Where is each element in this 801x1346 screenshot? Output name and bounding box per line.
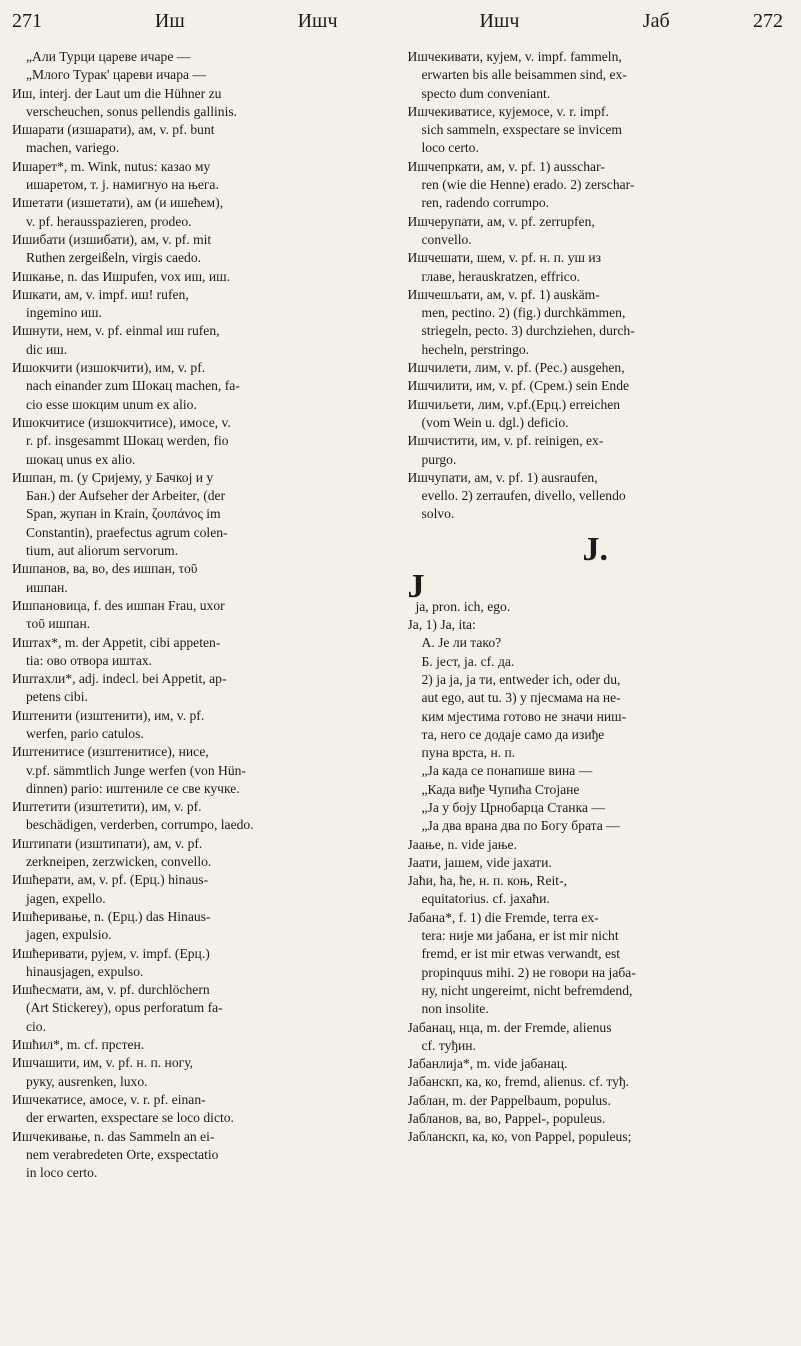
- entry-line: loco certo.: [421, 140, 479, 156]
- entry-line: τοῦ ишпан.: [26, 616, 91, 632]
- entry-line: nem verabredeten Orte, exspectatio: [26, 1146, 219, 1162]
- entry-line: Ишћеривати, рујем, v. impf. (Ерц.): [12, 945, 210, 961]
- entry-line: „Ја у боју Црнобарца Станка —: [421, 799, 606, 815]
- entry-line: Ишчерупати, ам, v. pf. zerrupfen,: [407, 213, 595, 229]
- entry-line: „Али Турци цареве ичаре —: [26, 49, 191, 64]
- entry-line: Ишпанов, ва, во, des ишпан, τοῦ: [12, 561, 198, 577]
- entry-line: „Када виђе Чупића Стојане: [421, 781, 580, 797]
- entry-line: Јабана*, f. 1) die Fremde, terra ex-: [407, 909, 599, 925]
- entry-line: „Ја када се понапише вина —: [421, 763, 593, 779]
- entry-line: та, него се додаје само да изиђе: [421, 726, 605, 742]
- header-right: [398, 10, 784, 33]
- entry-line: cio.: [26, 1018, 47, 1034]
- entry-line: hecheln, perstringo.: [421, 341, 530, 357]
- entry-line: striegeln, pecto. 3) durchziehen, durch-: [421, 323, 635, 339]
- entry-line: Ишарет*, m. Wink, nutus: казао му: [12, 158, 211, 174]
- guide-word-left-1: Иш: [154, 10, 185, 32]
- entry-line: Ишчекиватисе, кујемосе, v. r. impf.: [407, 103, 609, 119]
- entry-line: Јабланов, ва, во, Pappel-, populeus.: [407, 1111, 606, 1127]
- entry-line: cf. туђин.: [421, 1037, 476, 1053]
- entry-line: cio esse шокцим unum ex alio.: [26, 396, 197, 412]
- entry-line: Ишчекивање, n. das Sammeln an ei-: [12, 1128, 215, 1144]
- entry-line: sich sammeln, exspectare se invicem: [421, 122, 622, 138]
- entry-line: Јабланскп, ка, ко, von Pappel, populeus;: [407, 1129, 632, 1145]
- entry-line: Constantin), praefectus agrum colen-: [26, 524, 228, 540]
- entry-line: Ишетати (изшетати), ам (и ишећем),: [12, 195, 224, 211]
- entry-line: r. pf. insgesammt Шокац werden, fio: [26, 433, 229, 449]
- entry-line: v.pf. sämmtlich Junge werfen (von Hün-: [26, 762, 246, 778]
- entry-line: Иш, interj. der Laut um die Hühner zu: [12, 85, 222, 101]
- entry-line: Ја, 1) Ja, ita:: [407, 617, 476, 633]
- entry-line: Иштетити (изштетити), им, v. pf.: [12, 799, 202, 815]
- entry-line: Јабанскп, ка, ко, fremd, alienus. cf. туђ.: [407, 1074, 629, 1090]
- entry-line: hinausjagen, expulso.: [26, 963, 144, 979]
- entry-line: beschädigen, verderben, corrumpo, laedo.: [26, 817, 254, 833]
- entry-line: dinnen) pario: иштениле се све кучке.: [26, 780, 240, 796]
- entry-line: Иштахли*, adj. indecl. bei Appetit, ap-: [12, 671, 227, 687]
- entry-line: der erwarten, exspectare se loco dicto.: [26, 1110, 234, 1126]
- entry-line: Ишчистити, им, v. pf. reinigen, ex-: [407, 433, 604, 449]
- entry-line: dic иш.: [26, 341, 68, 357]
- right-column-entries-top: [408, 48, 784, 524]
- entry-line: ја, pron. ich, ego.: [415, 598, 511, 614]
- entry-line: erwarten bis alle beisammen sind, ex-: [421, 67, 627, 83]
- entry-line: ким мјестима готово не значи ниш-: [421, 708, 627, 724]
- entry-line: evello. 2) zerraufen, divello, vellendo: [421, 488, 626, 504]
- entry-line: v. pf. herausspazieren, prodeo.: [26, 213, 192, 229]
- entry-line: Б. јест, ја. cf. да.: [421, 653, 515, 669]
- entry-line: Ишчекивати, кујем, v. impf. fammeln,: [407, 49, 622, 64]
- entry-line: solvo.: [421, 506, 455, 522]
- left-column: [12, 48, 398, 1182]
- entry-line: Јаање, n. vide јање.: [407, 836, 517, 852]
- entry-line: шокац unus ex alio.: [26, 451, 136, 467]
- entry-line: Ишћерати, ам, v. pf. (Ерц.) hinaus-: [12, 872, 209, 888]
- entry-line: Јаати, јашем, vide јахати.: [407, 854, 552, 870]
- right-column: [398, 48, 784, 1182]
- entry-line: Ишокчитисе (изшокчитисе), имосе, v.: [12, 414, 231, 430]
- entry-line: Јаћи, ћа, ће, н. п. коњ, Reit-,: [407, 873, 568, 889]
- entry-line: (Art Stickerey), opus perforatum fa-: [26, 1000, 223, 1016]
- entry-line: Ишчекатисе, амосе, v. r. pf. einan-: [12, 1091, 206, 1107]
- entry-line: aut ego, aut tu. 3) у пјесмама на не-: [421, 690, 621, 706]
- entry-line: men, pectino. 2) (fig.) durchkämmen,: [421, 305, 626, 321]
- entry-line: Ишћил*, m. cf. прстен.: [12, 1037, 145, 1053]
- entry-line: 2) ја ја, ја ти, entweder ich, oder du,: [421, 671, 621, 687]
- entry-line: ren, radendo corrumpo.: [421, 195, 550, 211]
- entry-line: Бан.) der Aufseher der Arbeiter, (der: [26, 488, 226, 504]
- header-left: [12, 10, 398, 33]
- guide-word-left-2: Ишч: [297, 10, 338, 32]
- guide-word-right-2: Јаб: [642, 10, 670, 32]
- entry-line: purgo.: [421, 451, 457, 467]
- entry-line: Ишкање, n. das Ишрufen, vox иш, иш.: [12, 268, 230, 284]
- entry-line: nach einander zum Шокац machen, fa-: [26, 378, 240, 394]
- entry-line: Ишчепркати, ам, v. pf. 1) ausschar-: [407, 158, 605, 174]
- entry-line: convello.: [421, 231, 472, 247]
- entry-line: werfen, pario catulos.: [26, 725, 144, 741]
- entry-line: Ишчешљати, ам, v. pf. 1) auskäm-: [407, 286, 600, 302]
- entry-line: ишаретом, т. ј. намигнуо на њега.: [26, 177, 219, 193]
- entry-line: пуна врста, н. п.: [421, 745, 516, 761]
- page-number-left: 271: [12, 10, 42, 32]
- entry-line: ingemino иш.: [26, 305, 102, 321]
- entry-line: Ишћеривање, n. (Ерц.) das Hinaus-: [12, 908, 211, 924]
- running-header: [12, 10, 783, 48]
- entry-line: Ruthen zergeißeln, virgis caedo.: [26, 250, 202, 266]
- entry-line: Ишчилити, им, v. pf. (Срем.) sein Ende: [407, 378, 630, 394]
- entry-line: verscheuchen, sonus pellendis gallinis.: [26, 103, 238, 119]
- entry-line: Ишчилети, лим, v. pf. (Рес.) ausgehen,: [407, 360, 625, 376]
- entry-line: „Млого Турак' цареви ичара —: [26, 67, 207, 83]
- entry-line: equitatorius. cf. јахаћи.: [421, 891, 550, 907]
- entry-line: Ишкати, ам, v. impf. иш! rufen,: [12, 286, 189, 302]
- guide-word-right-1: Ишч: [479, 10, 520, 32]
- entry-line: Ишокчити (изшокчити), им, v. pf.: [12, 360, 206, 376]
- entry-line: Ишпан, m. (у Сријему, у Бачкој и у: [12, 469, 214, 485]
- entry-line: Иштах*, m. der Appetit, cibi appeten-: [12, 634, 221, 650]
- entry-line: ишпан.: [26, 579, 68, 595]
- entry-line: propinquus mihi. 2) не говори на јаба-: [421, 964, 636, 980]
- entry-line: Ишчиљети, лим, v.pf.(Ерц.) erreichen: [407, 396, 621, 412]
- right-column-entries-bottom: [408, 598, 784, 1147]
- entry-line: tium, aut aliorum servorum.: [26, 543, 179, 559]
- entry-line: specto dum conveniant.: [421, 85, 551, 101]
- entry-line: А. Је ли тако?: [421, 635, 502, 651]
- entry-line: Иштенитисе (изштенитисе), нисе,: [12, 744, 209, 760]
- entry-line: (vom Wein u. dgl.) deficio.: [421, 414, 569, 430]
- entry-line: Ишарати (изшарати), ам, v. pf. bunt: [12, 122, 215, 138]
- entry-line: machen, variego.: [26, 140, 120, 156]
- entry-line: jagen, expello.: [26, 890, 106, 906]
- entry-line: Ишпановица, f. des ишпан Frau, uxor: [12, 597, 225, 613]
- entry-line: Иштипати (изштипати), ам, v. pf.: [12, 835, 203, 851]
- entry-line: jagen, expulsio.: [26, 927, 112, 943]
- entry-line: Иштенити (изштенити), им, v. pf.: [12, 707, 205, 723]
- entry-line: in loco certo.: [26, 1165, 98, 1181]
- big-initial-letter: J: [407, 567, 425, 605]
- entry-line: Ишибати (изшибати), ам, v. pf. mit: [12, 231, 212, 247]
- entry-line: ну, nicht ungereimt, nicht befremdend,: [421, 982, 633, 998]
- entry-line: petens cibi.: [26, 689, 88, 705]
- entry-line: Span, жупан in Krain, ζουπάνος im: [26, 506, 221, 522]
- entry-line: tia: ово отвора иштах.: [26, 652, 153, 668]
- entry-line: zerkneipen, zerzwicken, convello.: [26, 854, 212, 870]
- entry-line: Ишчупати, ам, v. pf. 1) ausraufen,: [407, 469, 598, 485]
- letter-section-heading: J.: [582, 530, 608, 568]
- page-number-right: 272: [753, 10, 783, 32]
- entry-line: Ишчашити, им, v. pf. н. п. ногу,: [12, 1055, 194, 1071]
- entry-line: Јабанац, нца, m. der Fremde, alienus: [407, 1019, 612, 1035]
- entry-line: Ишчешати, шем, v. pf. н. п. уш из: [407, 250, 601, 266]
- entry-line: „Ја два врана два по Богу брата —: [421, 818, 620, 834]
- entry-line: fremd, er ist mir etwas verwandt, est: [421, 946, 621, 962]
- entry-columns: [12, 48, 783, 1182]
- entry-line: ren (wie die Henne) erado. 2) zerschar-: [421, 177, 635, 193]
- entry-line: Јаблан, m. der Pappelbaum, populus.: [407, 1092, 611, 1108]
- entry-line: Ишнути, нем, v. pf. einmal иш rufen,: [12, 323, 220, 339]
- entry-line: руку, ausrenken, luxo.: [26, 1073, 148, 1089]
- entry-line: Јабанлија*, m. vide јабанац.: [407, 1056, 568, 1072]
- entry-line: tera: није ми јабана, er ist mir nicht: [421, 928, 619, 944]
- entry-line: Ишћесмати, ам, v. pf. durchlöchern: [12, 982, 210, 998]
- entry-line: non insolite.: [421, 1001, 489, 1017]
- entry-line: главе, herauskratzen, effrico.: [421, 268, 581, 284]
